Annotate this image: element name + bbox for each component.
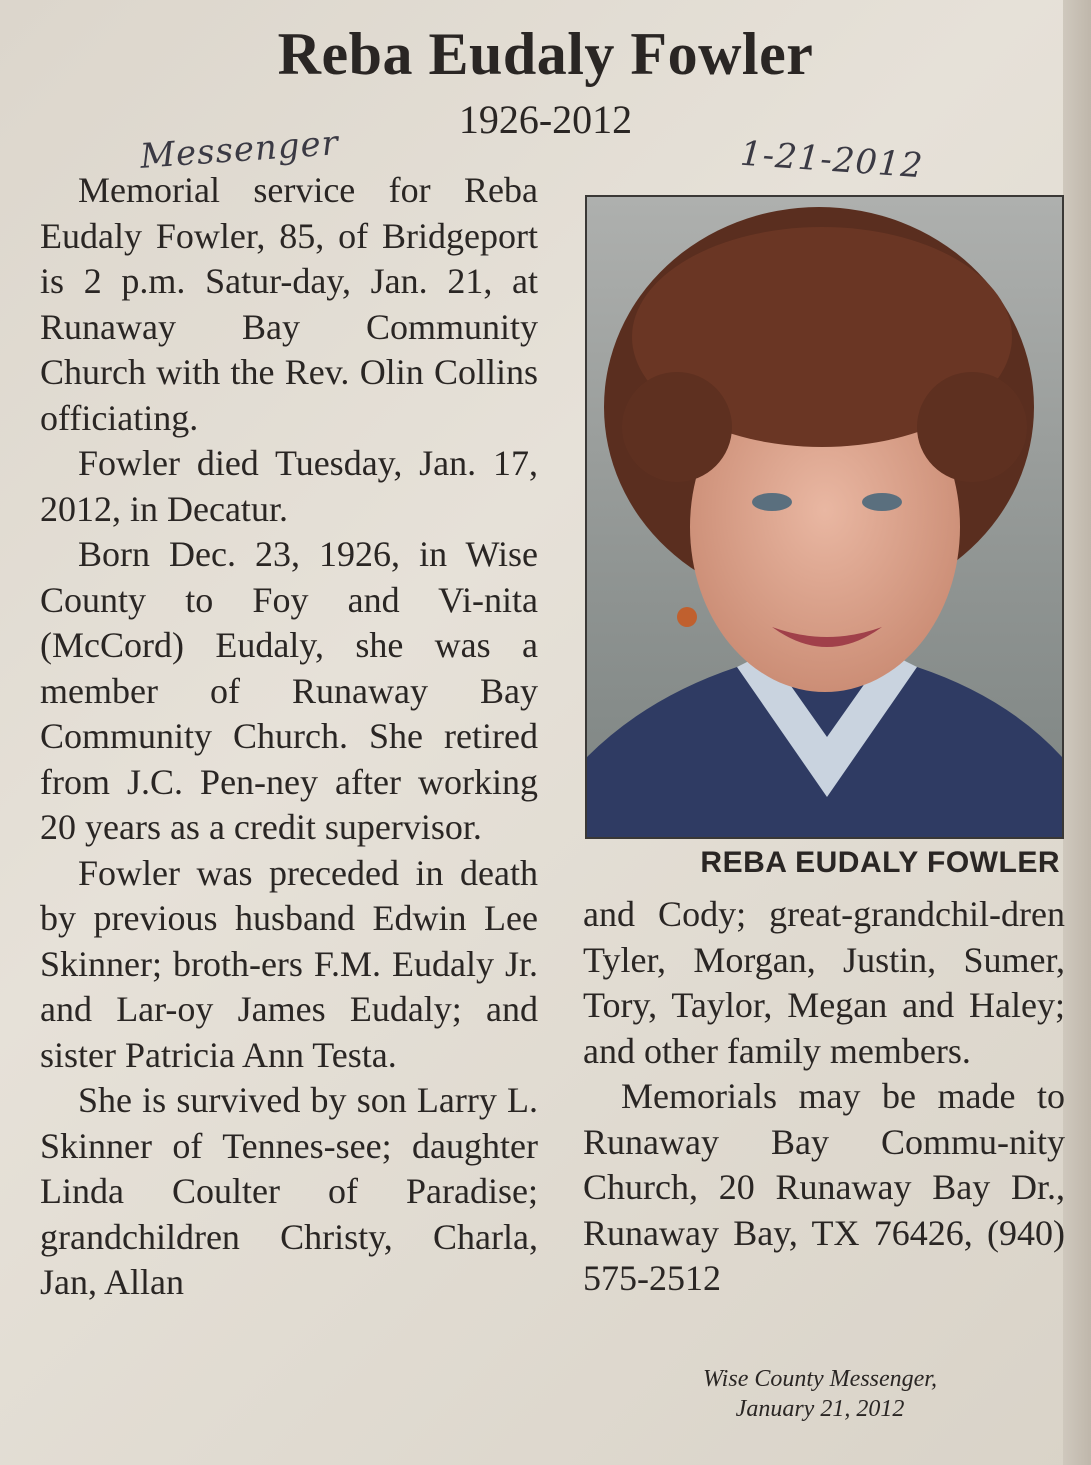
left-column bbox=[40, 168, 538, 1306]
years: 1926-2012 bbox=[458, 97, 633, 142]
paragraph-survived: She is survived by son Larry L. Skinner of Tennes-see; daughter Linda Coulter of Paradise; grandchildren Christy, Charla, Jan, Allan bbox=[40, 1080, 538, 1302]
photo-caption: REBA EUDALY FOWLER bbox=[700, 846, 1060, 879]
portrait-illustration bbox=[587, 197, 1062, 837]
handwritten-date: 1-21-2012 bbox=[738, 133, 925, 187]
paragraph-death: Fowler died Tuesday, Jan. 17, 2012, in Decatur. bbox=[40, 443, 538, 529]
paragraph-preceded: Fowler was preceded in death by previous husband Edwin Lee Skinner; broth-ers F.M. Eudaly Jr. and Lar-oy James Eudaly; and sister Patricia Ann Testa. bbox=[40, 852, 538, 1075]
paragraph-service: Memorial service for Reba Eudaly Fowler, 85, of Bridgeport is 2 p.m. Satur-day, Jan. 21, at Runaway Bay Community Church with the Rev. Olin Collins officiating. bbox=[40, 170, 538, 438]
portrait-photo bbox=[585, 195, 1064, 839]
credit-publication: Wise County Messenger, bbox=[703, 1366, 937, 1392]
publication-credit bbox=[600, 1364, 1040, 1424]
paragraph-survived-cont: and Cody; great-grandchil-dren Tyler, Morgan, Justin, Sumer, Tory, Taylor, Megan and Haley; and other family members. bbox=[583, 894, 1065, 1071]
credit-date: January 21, 2012 bbox=[735, 1396, 905, 1422]
right-column bbox=[583, 892, 1065, 1302]
paragraph-memorials: Memorials may be made to Runaway Bay Commu-nity Church, 20 Runaway Bay Dr., Runaway Bay, TX 76426, (940) 575-2512 bbox=[583, 1076, 1065, 1298]
paragraph-born: Born Dec. 23, 1926, in Wise County to Foy and Vi-nita (McCord) Eudaly, she was a member of Runaway Bay Community Church. She retired from J.C. Pen-ney after working 20 years as a credit supervisor. bbox=[40, 534, 538, 847]
headline: Reba Eudaly Fowler bbox=[277, 21, 814, 87]
handwritten-source: Messenger bbox=[138, 123, 341, 177]
page-edge bbox=[1063, 0, 1091, 1465]
